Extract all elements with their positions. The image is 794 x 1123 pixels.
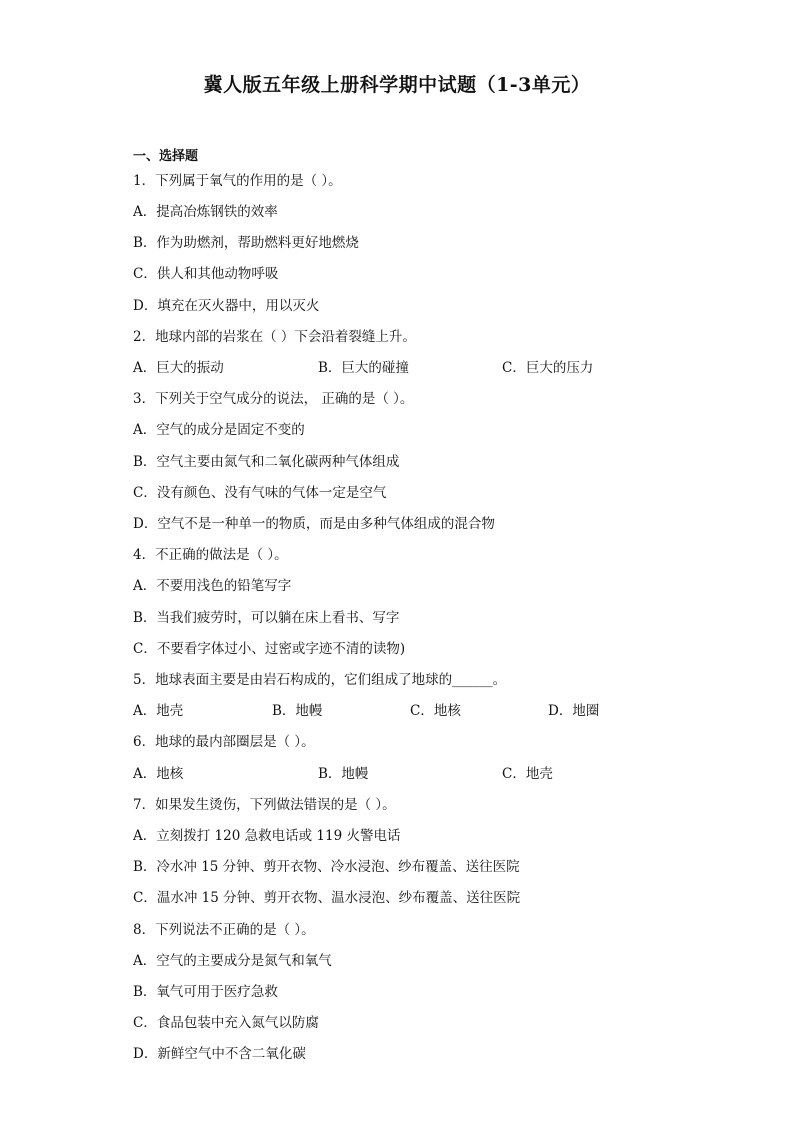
- question-8-option-c: C．食品包装中充入氮气以防腐: [133, 1015, 319, 1031]
- question-5-option-d: D．地圈: [548, 703, 600, 719]
- question-2-option-a: A．巨大的振动: [133, 360, 224, 376]
- question-8-option-a: A．空气的主要成分是氮气和氧气: [133, 953, 332, 969]
- question-7-stem: 7．如果发生烫伤，下列做法错误的是（ ）。: [133, 797, 396, 813]
- question-2-stem: 2．地球内部的岩浆在（ ）下会沿着裂缝上升。: [133, 329, 416, 345]
- question-3-stem: 3．下列关于空气成分的说法， 正确的是（ ）。: [133, 391, 414, 407]
- question-1-option-b: B．作为助燃剂，帮助燃料更好地燃烧: [133, 235, 359, 251]
- question-4-option-b: B．当我们疲劳时，可以躺在床上看书、写字: [133, 610, 400, 626]
- question-6-option-c: C．地壳: [502, 766, 553, 782]
- question-1-stem: 1．下列属于氧气的作用的是（ ）。: [133, 173, 342, 189]
- question-8-stem: 8．下列说法不正确的是（ ）。: [133, 922, 315, 938]
- question-3-option-b: B．空气主要由氮气和二氧化碳两种气体组成: [133, 454, 400, 470]
- question-3-option-a: A．空气的成分是固定不变的: [133, 422, 305, 438]
- question-5-stem: 5．地球表面主要是由岩石构成的，它们组成了地球的______。: [133, 672, 507, 688]
- question-5-option-c: C．地核: [410, 703, 461, 719]
- question-6-options: [133, 765, 613, 783]
- question-8-option-d: D．新鲜空气中不含二氧化碳: [133, 1046, 306, 1062]
- question-6-option-a: A．地核: [133, 766, 184, 782]
- question-3-option-d: D．空气不是一种单一的物质，而是由多种气体组成的混合物: [133, 516, 495, 532]
- question-5-options: [133, 702, 613, 720]
- page-title: 冀人版五年级上册科学期中试题（1-3单元）: [203, 74, 591, 96]
- question-5-option-b: B．地幔: [272, 703, 323, 719]
- question-7-option-c: C．温水冲 15 分钟、剪开衣物、温水浸泡、纱布覆盖、送往医院: [133, 890, 521, 906]
- question-7-option-b: B．冷水冲 15 分钟、剪开衣物、冷水浸泡、纱布覆盖、送往医院: [133, 859, 520, 875]
- question-8-option-b: B．氧气可用于医疗急救: [133, 984, 278, 1000]
- section-heading: 一、选择题: [133, 149, 199, 164]
- question-4-stem: 4．不正确的做法是（ ）。: [133, 547, 288, 563]
- question-2-option-c: C．巨大的压力: [502, 360, 594, 376]
- question-4-option-c: C．不要看字体过小、过密或字迹不清的读物): [133, 641, 406, 657]
- question-5-option-a: A．地壳: [133, 703, 184, 719]
- question-2-option-b: B．巨大的碰撞: [318, 360, 409, 376]
- question-7-option-a: A．立刻拨打 120 急救电话或 119 火警电话: [133, 828, 401, 844]
- question-6-option-b: B．地幔: [318, 766, 369, 782]
- question-1-option-d: D．填充在灭火器中，用以灭火: [133, 298, 320, 314]
- question-1-option-c: C．供人和其他动物呼吸: [133, 266, 279, 282]
- question-4-option-a: A．不要用浅色的铅笔写字: [133, 578, 292, 594]
- question-2-options: [133, 359, 613, 377]
- question-1-option-a: A．提高冶炼钢铁的效率: [133, 204, 278, 220]
- question-3-option-c: C．没有颜色、没有气味的气体一定是空气: [133, 485, 387, 501]
- question-6-stem: 6．地球的最内部圈层是（ ）。: [133, 734, 315, 750]
